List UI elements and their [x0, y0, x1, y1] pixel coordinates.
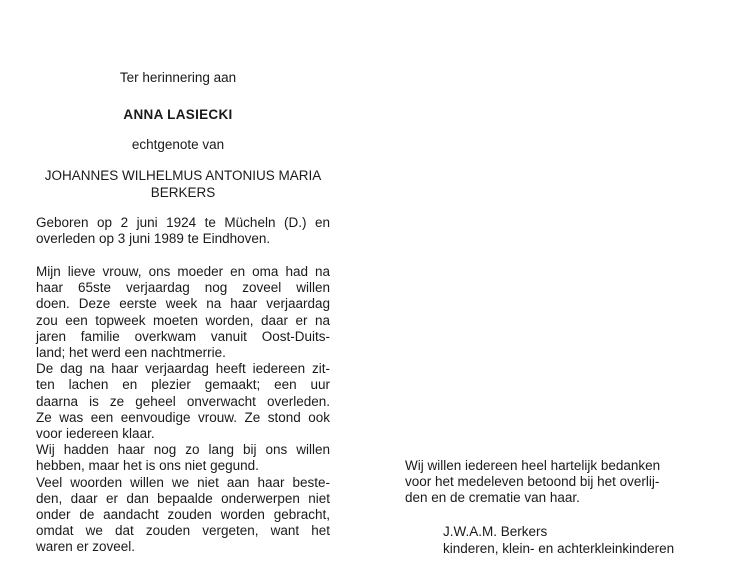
message-line: Wij hadden haar nog zo lang bij ons willen — [36, 442, 330, 458]
spouse-name-line1: JOHANNES WILHELMUS ANTONIUS MARIA — [44, 168, 322, 183]
signature-block — [443, 523, 723, 557]
thanks-paragraph — [405, 458, 705, 507]
message-line: voor iedereen klaar. — [36, 426, 155, 442]
message-line: zou een topweek moeten worden, daar er na — [36, 312, 330, 328]
message-line: Ze was een eenvoudige vrouw. Ze stond ook — [36, 409, 330, 425]
thanks-line: Wij willen iedereen heel hartelijk bedanken — [405, 458, 661, 473]
message-line: doen. Deze eerste week na haar verjaardag — [36, 296, 330, 312]
message-line: jaren familie overkwam vanuit Oost-Duits- — [36, 328, 330, 344]
intro-text: Ter herinnering aan — [119, 70, 237, 85]
message-line: hebben, maar het is ons niet gegund. — [36, 458, 259, 474]
message-paragraph — [36, 264, 330, 556]
death-line: overleden op 3 juni 1989 te Eindhoven. — [36, 231, 271, 247]
message-line: haar 65ste verjaardag nog zoveel willen — [36, 280, 330, 296]
message-line: onder de aandacht zouden worden gebracht, — [36, 507, 330, 523]
message-line: omdat we dat zouden vergeten, want het — [36, 523, 330, 539]
thanks-line: voor het medeleven betoond bij het overlij- — [405, 474, 660, 490]
message-line: Veel woorden willen we niet aan haar beste- — [36, 474, 330, 490]
message-line: ten lachen en plezier gemaakt; een uur — [36, 377, 330, 393]
spouse-name — [20, 167, 346, 201]
signature-name: J.W.A.M. Berkers — [443, 524, 548, 539]
message-line: den, daar er dan bepaalde onderwerpen niet — [36, 490, 330, 506]
signature-family: kinderen, klein- en achterkleinkinderen — [443, 541, 675, 556]
birth-death-paragraph — [36, 215, 330, 247]
relation-text: echtgenote van — [131, 137, 225, 152]
message-line: waren er zoveel. — [36, 539, 136, 555]
message-line: Mijn lieve vrouw, ons moeder en oma had na — [36, 264, 330, 279]
thanks-line: den en de crematie van haar. — [405, 490, 580, 506]
message-line: land; het werd een nachtmerrie. — [36, 345, 226, 361]
spouse-name-line2: BERKERS — [150, 185, 216, 200]
message-line: daarna is ze geheel onverwacht overleden. — [36, 393, 330, 409]
deceased-name: ANNA LASIECKI — [123, 107, 233, 122]
birth-line: Geboren op 2 juni 1924 te Mücheln (D.) en — [36, 215, 330, 230]
message-line: De dag na haar verjaardag heeft iedereen zit- — [36, 361, 330, 377]
